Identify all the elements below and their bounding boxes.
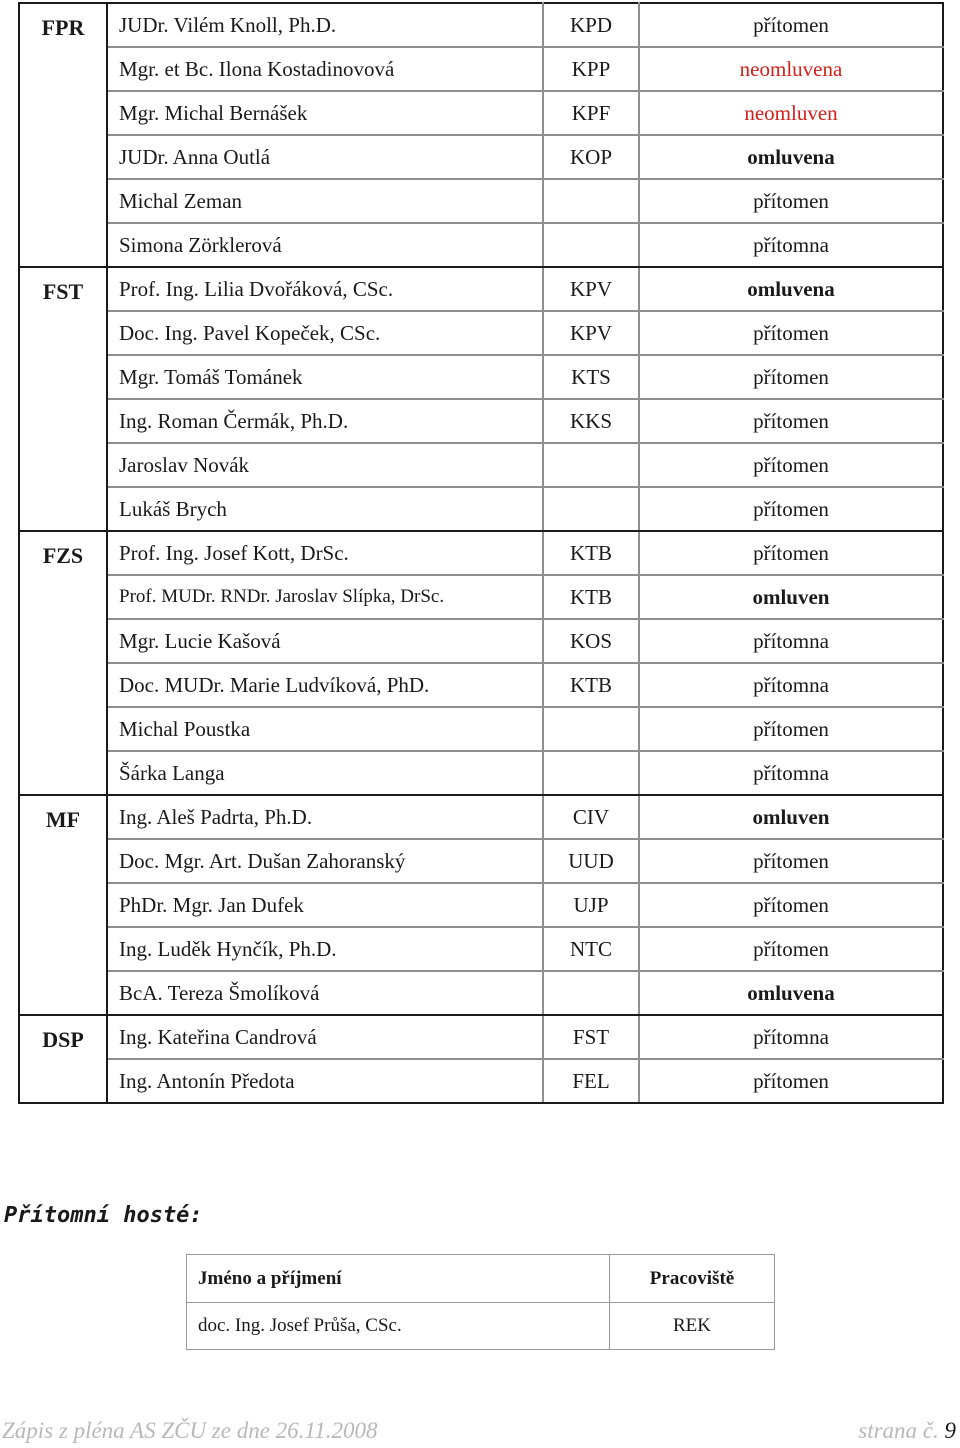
guests-table xyxy=(186,1254,774,1350)
department-code: KOP xyxy=(543,135,639,179)
attendance-row xyxy=(19,355,943,399)
member-name: Mgr. Lucie Kašová xyxy=(107,619,543,663)
attendance-row xyxy=(19,707,943,751)
attendance-status: přítomna xyxy=(639,663,943,707)
attendance-status: omluven xyxy=(639,575,943,619)
attendance-row xyxy=(19,883,943,927)
member-name: PhDr. Mgr. Jan Dufek xyxy=(107,883,543,927)
attendance-status: přítomen xyxy=(639,839,943,883)
attendance-row xyxy=(19,487,943,531)
member-name: Ing. Roman Čermák, Ph.D. xyxy=(107,399,543,443)
attendance-row xyxy=(19,619,943,663)
department-code: KPD xyxy=(543,3,639,47)
member-name: Michal Poustka xyxy=(107,707,543,751)
attendance-status: přítomen xyxy=(639,179,943,223)
member-name: Prof. Ing. Lilia Dvořáková, CSc. xyxy=(107,267,543,311)
guests-header-row xyxy=(187,1255,775,1303)
member-name: Prof. Ing. Josef Kott, DrSc. xyxy=(107,531,543,575)
department-code: NTC xyxy=(543,927,639,971)
attendance-row xyxy=(19,575,943,619)
attendance-status: přítomna xyxy=(639,223,943,267)
department-code: KTB xyxy=(543,531,639,575)
attendance-status: omluvena xyxy=(639,135,943,179)
attendance-status: přítomen xyxy=(639,927,943,971)
member-name: Ing. Luděk Hynčík, Ph.D. xyxy=(107,927,543,971)
attendance-status: omluven xyxy=(639,795,943,839)
department-code: KPF xyxy=(543,91,639,135)
guest-row xyxy=(187,1303,775,1350)
member-name: Doc. MUDr. Marie Ludvíková, PhD. xyxy=(107,663,543,707)
attendance-row xyxy=(19,1059,943,1103)
attendance-status: přítomna xyxy=(639,751,943,795)
attendance-status: přítomna xyxy=(639,619,943,663)
member-name: Prof. MUDr. RNDr. Jaroslav Slípka, DrSc. xyxy=(107,575,543,619)
department-code: CIV xyxy=(543,795,639,839)
member-name: BcA. Tereza Šmolíková xyxy=(107,971,543,1015)
department-code: KKS xyxy=(543,399,639,443)
department-code xyxy=(543,707,639,751)
attendance-status: přítomen xyxy=(639,531,943,575)
attendance-row xyxy=(19,531,943,575)
attendance-row xyxy=(19,311,943,355)
attendance-status: neomluvena xyxy=(639,47,943,91)
guests-header-name: Jméno a příjmení xyxy=(187,1255,610,1303)
member-name: Mgr. et Bc. Ilona Kostadinovová xyxy=(107,47,543,91)
member-name: Ing. Kateřina Candrová xyxy=(107,1015,543,1059)
attendance-row xyxy=(19,179,943,223)
attendance-status: přítomen xyxy=(639,487,943,531)
guest-workplace: REK xyxy=(610,1303,775,1350)
attendance-status: neomluven xyxy=(639,91,943,135)
member-name: JUDr. Vilém Knoll, Ph.D. xyxy=(107,3,543,47)
member-name: Lukáš Brych xyxy=(107,487,543,531)
attendance-row xyxy=(19,927,943,971)
department-code xyxy=(543,971,639,1015)
attendance-status: omluvena xyxy=(639,971,943,1015)
member-name: JUDr. Anna Outlá xyxy=(107,135,543,179)
member-name: Šárka Langa xyxy=(107,751,543,795)
attendance-status: přítomna xyxy=(639,1015,943,1059)
attendance-row xyxy=(19,135,943,179)
department-code: KTB xyxy=(543,575,639,619)
department-code: UJP xyxy=(543,883,639,927)
attendance-table xyxy=(18,2,942,1104)
faculty-cell: FST xyxy=(19,267,107,531)
attendance-row xyxy=(19,47,943,91)
attendance-row xyxy=(19,3,943,47)
department-code: KOS xyxy=(543,619,639,663)
faculty-cell: FZS xyxy=(19,531,107,795)
attendance-status: přítomen xyxy=(639,707,943,751)
attendance-status: přítomen xyxy=(639,883,943,927)
footer-page-number xyxy=(858,1418,956,1444)
department-code: KPV xyxy=(543,267,639,311)
attendance-row xyxy=(19,1015,943,1059)
department-code xyxy=(543,179,639,223)
footer-page-label: strana č. xyxy=(858,1418,939,1443)
attendance-status: přítomen xyxy=(639,1059,943,1103)
department-code: KTB xyxy=(543,663,639,707)
faculty-cell: MF xyxy=(19,795,107,1015)
member-name: Doc. Mgr. Art. Dušan Zahoranský xyxy=(107,839,543,883)
attendance-row xyxy=(19,795,943,839)
member-name: Simona Zörklerová xyxy=(107,223,543,267)
attendance-status: přítomen xyxy=(639,399,943,443)
guests-heading: Přítomní hosté: xyxy=(4,1203,203,1228)
member-name: Ing. Antonín Předota xyxy=(107,1059,543,1103)
attendance-status: omluvena xyxy=(639,267,943,311)
member-name: Doc. Ing. Pavel Kopeček, CSc. xyxy=(107,311,543,355)
attendance-row xyxy=(19,91,943,135)
attendance-status: přítomen xyxy=(639,443,943,487)
attendance-row xyxy=(19,751,943,795)
attendance-row xyxy=(19,663,943,707)
department-code xyxy=(543,443,639,487)
attendance-status: přítomen xyxy=(639,355,943,399)
member-name: Michal Zeman xyxy=(107,179,543,223)
attendance-row xyxy=(19,223,943,267)
member-name: Jaroslav Novák xyxy=(107,443,543,487)
guests-header-workplace: Pracoviště xyxy=(610,1255,775,1303)
department-code xyxy=(543,751,639,795)
attendance-row xyxy=(19,443,943,487)
department-code: KTS xyxy=(543,355,639,399)
faculty-cell: FPR xyxy=(19,3,107,267)
department-code: FST xyxy=(543,1015,639,1059)
attendance-row xyxy=(19,971,943,1015)
department-code: KPP xyxy=(543,47,639,91)
department-code xyxy=(543,487,639,531)
department-code: UUD xyxy=(543,839,639,883)
member-name: Mgr. Michal Bernášek xyxy=(107,91,543,135)
attendance-row xyxy=(19,267,943,311)
attendance-row xyxy=(19,839,943,883)
department-code xyxy=(543,223,639,267)
member-name: Ing. Aleš Padrta, Ph.D. xyxy=(107,795,543,839)
member-name: Mgr. Tomáš Tománek xyxy=(107,355,543,399)
attendance-status: přítomen xyxy=(639,311,943,355)
department-code: FEL xyxy=(543,1059,639,1103)
faculty-cell: DSP xyxy=(19,1015,107,1103)
guest-name: doc. Ing. Josef Průša, CSc. xyxy=(187,1303,610,1350)
attendance-status: přítomen xyxy=(639,3,943,47)
footer-page-value: 9 xyxy=(944,1418,956,1443)
attendance-row xyxy=(19,399,943,443)
department-code: KPV xyxy=(543,311,639,355)
footer-document-title: Zápis z pléna AS ZČU ze dne 26.11.2008 xyxy=(2,1418,378,1443)
